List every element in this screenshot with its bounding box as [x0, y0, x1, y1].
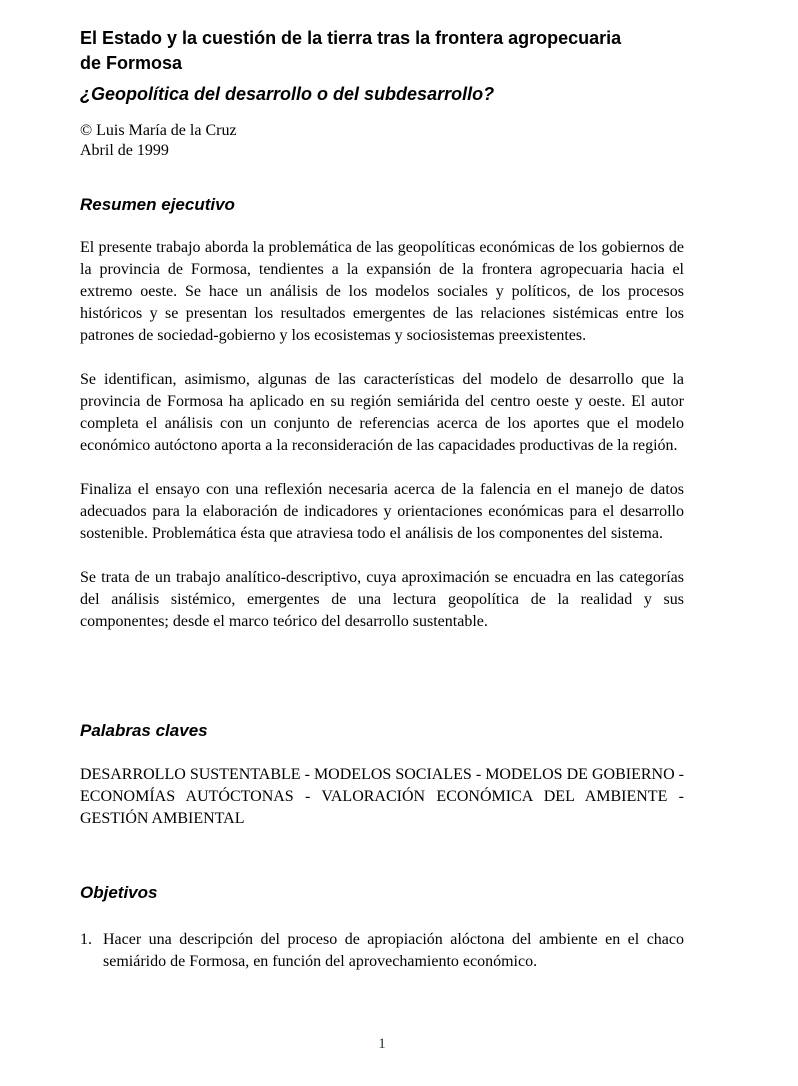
- section-heading-objetivos: Objetivos: [80, 883, 158, 902]
- page-title: [80, 26, 684, 76]
- resumen-paragraph: El presente trabajo aborda la problemática de las geopolíticas económicas de los gobiernos de la provincia de Formosa, tendientes a la expansión de la frontera agropecuaria hacia el extremo oeste. Se hace un análisis de los modelos sociales y políticos, de los procesos históricos y se presentan los resultados emergentes de las relaciones sistémicas entre los patrones de sociedad-gobierno y los ecosistemas y sociosistemas preexistentes.: [80, 239, 684, 344]
- resumen-paragraph: Finaliza el ensayo con una reflexión necesaria acerca de la falencia en el manejo de datos adecuados para la elaboración de indicadores y orientaciones económicas para el desarrollo sostenible. Problemática ésta que atraviesa todo el análisis de los componentes del sistema.: [80, 481, 684, 542]
- objective-item-text: Hacer una descripción del proceso de apropiación alóctona del ambiente en el chaco semiárido de Formosa, en función del aprovechamiento económico.: [103, 931, 684, 970]
- objective-item-number: 1.: [80, 931, 92, 948]
- keywords-text: DESARROLLO SUSTENTABLE - MODELOS SOCIALES - MODELOS DE GOBIERNO - ECONOMÍAS AUTÓCTONAS - VALORACIÓN ECONÓMICA DEL AMBIENTE - GESTIÓN AMBIENTAL: [80, 766, 684, 827]
- page-number: 1: [378, 1036, 386, 1052]
- objective-item: [80, 929, 684, 973]
- author-block: [80, 121, 684, 161]
- section-heading-palabras-claves: Palabras claves: [80, 721, 208, 740]
- page-title-line-1: El Estado y la cuestión de la tierra tras la frontera agropecuaria: [80, 28, 622, 48]
- date-line: Abril de 1999: [80, 142, 169, 159]
- author-line: © Luis María de la Cruz: [80, 122, 237, 139]
- section-heading-resumen: Resumen ejecutivo: [80, 195, 235, 214]
- section-objetivos: [80, 883, 684, 973]
- resumen-paragraph: Se identifican, asimismo, algunas de las características del modelo de desarrollo que la provincia de Formosa ha aplicado en su región semiárida del centro oeste y oeste. El autor completa el análisis con un conjunto de referencias acerca de los aportes que el modelo económico autóctono aporta a la reconsideración de las capacidades productivas de la región.: [80, 371, 684, 454]
- document-header: [80, 26, 684, 161]
- objective-list: [80, 929, 684, 973]
- page-subtitle: ¿Geopolítica del desarrollo o del subdesarrollo?: [80, 84, 495, 104]
- section-palabras-claves: [80, 721, 684, 830]
- section-resumen: [80, 195, 684, 633]
- resumen-paragraph: Se trata de un trabajo analítico-descriptivo, cuya aproximación se encuadra en las categorías del análisis sistémico, emergentes de una lectura geopolítica de la realidad y sus componentes; desde el marco teórico del desarrollo sustentable.: [80, 569, 684, 630]
- page-title-line-2: de Formosa: [80, 53, 183, 73]
